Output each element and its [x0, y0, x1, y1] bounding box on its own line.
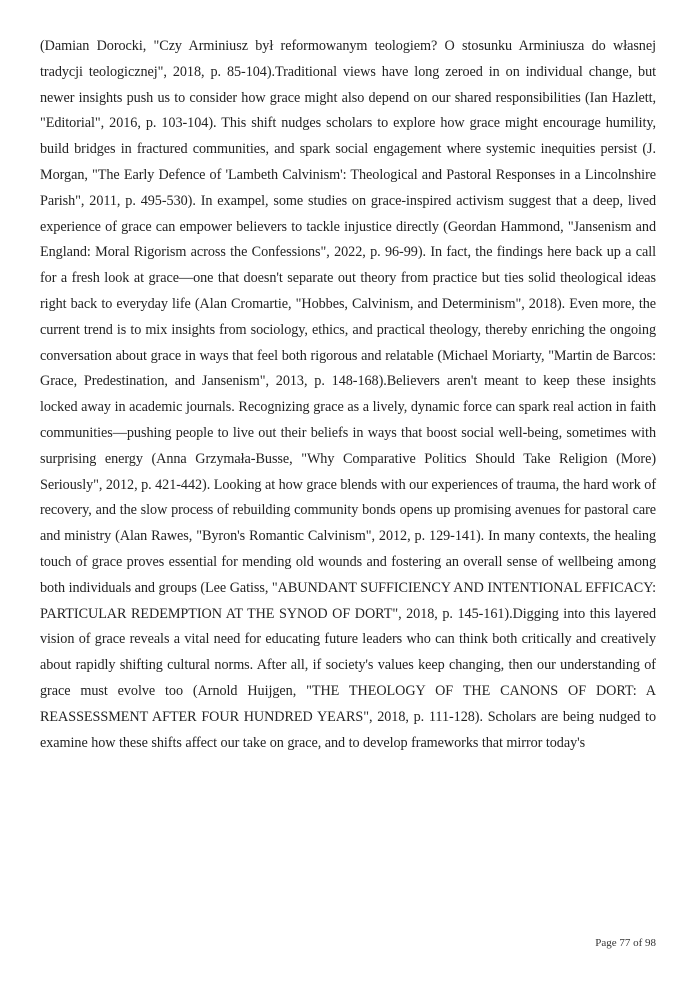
page-number: Page 77 of 98 — [595, 937, 656, 949]
body-paragraph: (Damian Dorocki, "Czy Arminiusz był reformowanym teologiem? O stosunku Arminiusza do własnej tradycji teologicznej", 2018, p. 85-104).Traditional views have long zeroed in on individual change, but newer insights push us to consider how grace might also depend on our shared responsibilities (Ian Hazlett, "Editorial", 2016, p. 103-104). This shift nudges scholars to explore how grace might encourage humility, build bridges in fractured communities, and spark social engagement where systemic inequities persist (J. Morgan, "The Early Defence of 'Lambeth Calvinism': Theological and Pastoral Responses in a Lincolnshire Parish", 2011, p. 495-530). In exampel, some studies on grace-inspired activism suggest that a deep, lived experience of grace can empower believers to tackle injustice directly (Geordan Hammond, "Jansenism and England: Moral Rigorism across the Confessions", 2022, p. 96-99). In fact, the findings here back up a call for a fresh look at grace—one that doesn't separate out theory from practice but ties solid theological ideas right back to everyday life (Alan Cromartie, "Hobbes, Calvinism, and Determinism", 2018). Even more, the current trend is to mix insights from sociology, ethics, and practical theology, thereby enriching the ongoing conversation about grace in ways that feel both rigorous and relatable (Michael Moriarty, "Martin de Barcos: Grace, Predestination, and Jansenism", 2013, p. 148-168).Believers aren't meant to keep these insights locked away in academic journals. Recognizing grace as a lively, dynamic force can spark real action in faith communities—pushing people to live out their beliefs in ways that boost social well-being, sometimes with surprising energy (Anna Grzymała-Busse, "Why Comparative Politics Should Take Religion (More) Seriously", 2012, p. 421-442). Looking at how grace blends with our experiences of trauma, the hard work of recovery, and the slow process of rebuilding community bonds opens up promising avenues for pastoral care and ministry (Alan Rawes, "Byron's Romantic Calvinism", 2012, p. 129-141). In many contexts, the healing touch of grace proves essential for mending old wounds and fostering an overall sense of wellbeing among both individuals and groups (Lee Gatiss, "ABUNDANT SUFFICIENCY AND INTENTIONAL EFFICACY: PARTICULAR REDEMPTION AT THE SYNOD OF DORT", 2018, p. 145-161).Digging into this layered vision of grace reveals a vital need for educating future leaders who can think both critically and creatively about rapidly shifting cultural norms. After all, if society's values keep changing, then our understanding of grace must evolve too (Arnold Huijgen, "THE THEOLOGY OF THE CANONS OF DORT: A REASSESSMENT AFTER FOUR HUNDRED YEARS", 2018, p. 111-128). Scholars are being nudged to examine how these shifts affect our take on grace, and to develop frameworks that mirror today's — [40, 38, 656, 751]
